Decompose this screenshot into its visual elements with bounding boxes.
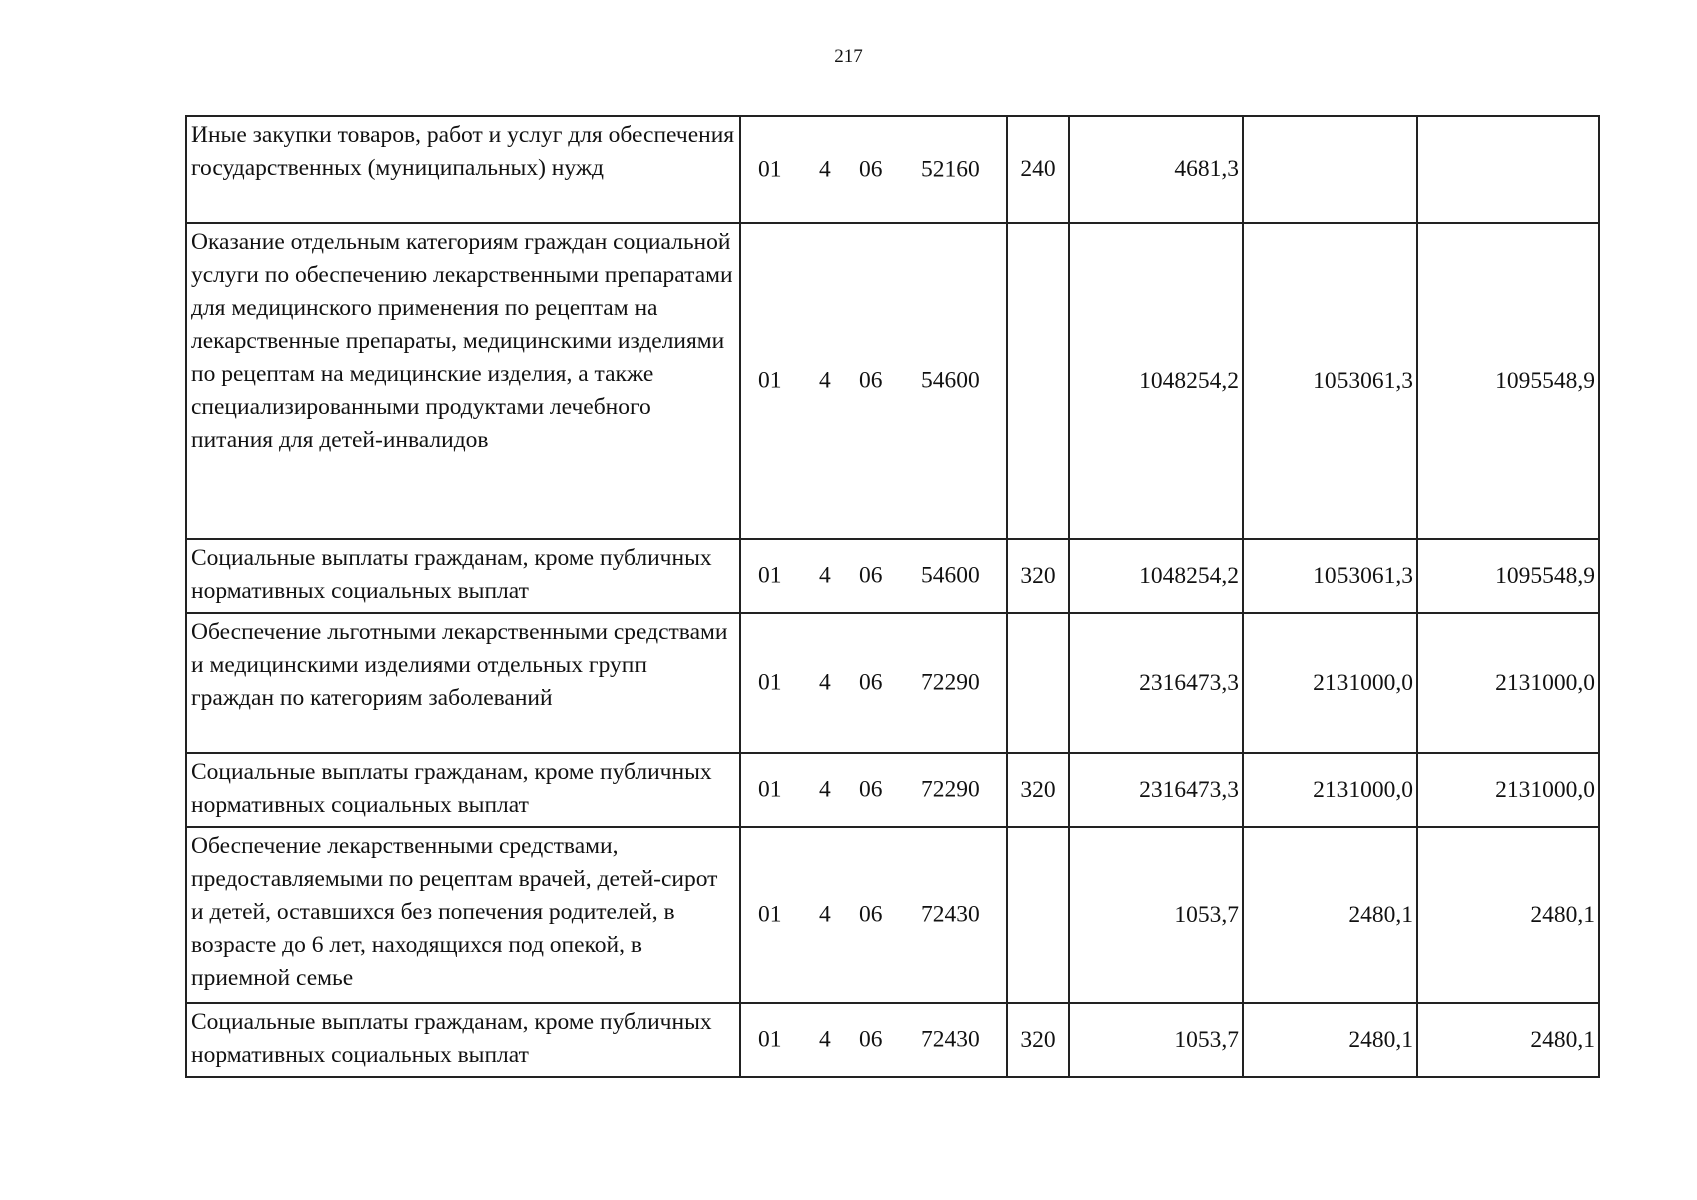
table-row xyxy=(186,223,1599,539)
direction-code: 54600 xyxy=(921,562,980,589)
row-description: Обеспечение лекарственными средствами, предоставляемыми по рецептам врачей, детей-сирот и детей, оставшихся без попечения родителей, в возрасте до 6 лет, находящихся под опекой, в приемной семье xyxy=(186,827,740,1003)
event-code: 06 xyxy=(859,562,883,589)
event-code: 06 xyxy=(859,776,883,803)
subprogram-code: 4 xyxy=(819,669,831,696)
row-codes xyxy=(740,539,1007,613)
row-description: Обеспечение льготными лекарственными средствами и медицинскими изделиями отдельных групп граждан по категориям заболеваний xyxy=(186,613,740,753)
direction-code: 72290 xyxy=(921,669,980,696)
amount-year-3: 2480,1 xyxy=(1417,1003,1599,1077)
program-code: 01 xyxy=(758,562,782,589)
amount-year-2: 2480,1 xyxy=(1243,1003,1417,1077)
budget-table xyxy=(185,115,1600,1078)
amount-year-3: 2131000,0 xyxy=(1417,613,1599,753)
expense-type-code: 320 xyxy=(1007,539,1069,613)
expense-type-code xyxy=(1007,827,1069,1003)
page-number: 217 xyxy=(834,46,863,67)
expense-type-code: 320 xyxy=(1007,1003,1069,1077)
event-code: 06 xyxy=(859,901,883,928)
event-code: 06 xyxy=(859,669,883,696)
program-code: 01 xyxy=(758,156,782,182)
amount-year-1: 1053,7 xyxy=(1069,827,1243,1003)
row-codes xyxy=(740,613,1007,753)
row-description: Оказание отдельным категориям граждан социальной услуги по обеспечению лекарственными препаратами для медицинского применения по рецептам на лекарственные препараты, медицинскими изделиями по рецептам на медицинские изделия, а также специализированными продуктами лечебного питания для детей-инвалидов xyxy=(186,223,740,539)
subprogram-code: 4 xyxy=(819,776,831,803)
row-description: Социальные выплаты гражданам, кроме публичных нормативных социальных выплат xyxy=(186,1003,740,1077)
program-code: 01 xyxy=(758,1026,782,1053)
amount-year-2: 1053061,3 xyxy=(1243,539,1417,613)
direction-code: 72430 xyxy=(921,1026,980,1053)
table-row xyxy=(186,1003,1599,1077)
row-codes xyxy=(740,827,1007,1003)
row-codes xyxy=(740,1003,1007,1077)
row-description: Социальные выплаты гражданам, кроме публичных нормативных социальных выплат xyxy=(186,539,740,613)
subprogram-code: 4 xyxy=(819,367,831,394)
amount-year-3: 1095548,9 xyxy=(1417,223,1599,539)
table-row xyxy=(186,539,1599,613)
subprogram-code: 4 xyxy=(819,901,831,928)
amount-year-1: 1053,7 xyxy=(1069,1003,1243,1077)
direction-code: 72430 xyxy=(921,901,980,928)
row-description: Иные закупки товаров, работ и услуг для обеспечения государственных (муниципальных) нужд xyxy=(186,116,740,223)
amount-year-3: 2480,1 xyxy=(1417,827,1599,1003)
direction-code: 52160 xyxy=(921,156,980,182)
subprogram-code: 4 xyxy=(819,1026,831,1053)
expense-type-code: 320 xyxy=(1007,753,1069,827)
amount-year-1: 1048254,2 xyxy=(1069,539,1243,613)
event-code: 06 xyxy=(859,367,883,394)
program-code: 01 xyxy=(758,776,782,803)
subprogram-code: 4 xyxy=(819,156,831,182)
expense-type-code xyxy=(1007,223,1069,539)
direction-code: 72290 xyxy=(921,776,980,803)
direction-code: 54600 xyxy=(921,367,980,394)
expense-type-code xyxy=(1007,613,1069,753)
row-description: Социальные выплаты гражданам, кроме публичных нормативных социальных выплат xyxy=(186,753,740,827)
subprogram-code: 4 xyxy=(819,562,831,589)
amount-year-3: 1095548,9 xyxy=(1417,539,1599,613)
table-row xyxy=(186,613,1599,753)
amount-year-1: 4681,3 xyxy=(1069,116,1243,223)
amount-year-1: 1048254,2 xyxy=(1069,223,1243,539)
table-row xyxy=(186,116,1599,223)
table-row xyxy=(186,753,1599,827)
amount-year-2: 2480,1 xyxy=(1243,827,1417,1003)
amount-year-1: 2316473,3 xyxy=(1069,753,1243,827)
amount-year-2: 2131000,0 xyxy=(1243,753,1417,827)
table-row xyxy=(186,827,1599,1003)
amount-year-2: 2131000,0 xyxy=(1243,613,1417,753)
row-codes xyxy=(740,116,1007,223)
program-code: 01 xyxy=(758,901,782,928)
amount-year-2: 1053061,3 xyxy=(1243,223,1417,539)
row-codes xyxy=(740,223,1007,539)
row-codes xyxy=(740,753,1007,827)
event-code: 06 xyxy=(859,1026,883,1053)
program-code: 01 xyxy=(758,367,782,394)
event-code: 06 xyxy=(859,156,883,182)
amount-year-2 xyxy=(1243,116,1417,223)
program-code: 01 xyxy=(758,669,782,696)
expense-type-code: 240 xyxy=(1007,116,1069,223)
amount-year-3 xyxy=(1417,116,1599,223)
amount-year-1: 2316473,3 xyxy=(1069,613,1243,753)
amount-year-3: 2131000,0 xyxy=(1417,753,1599,827)
